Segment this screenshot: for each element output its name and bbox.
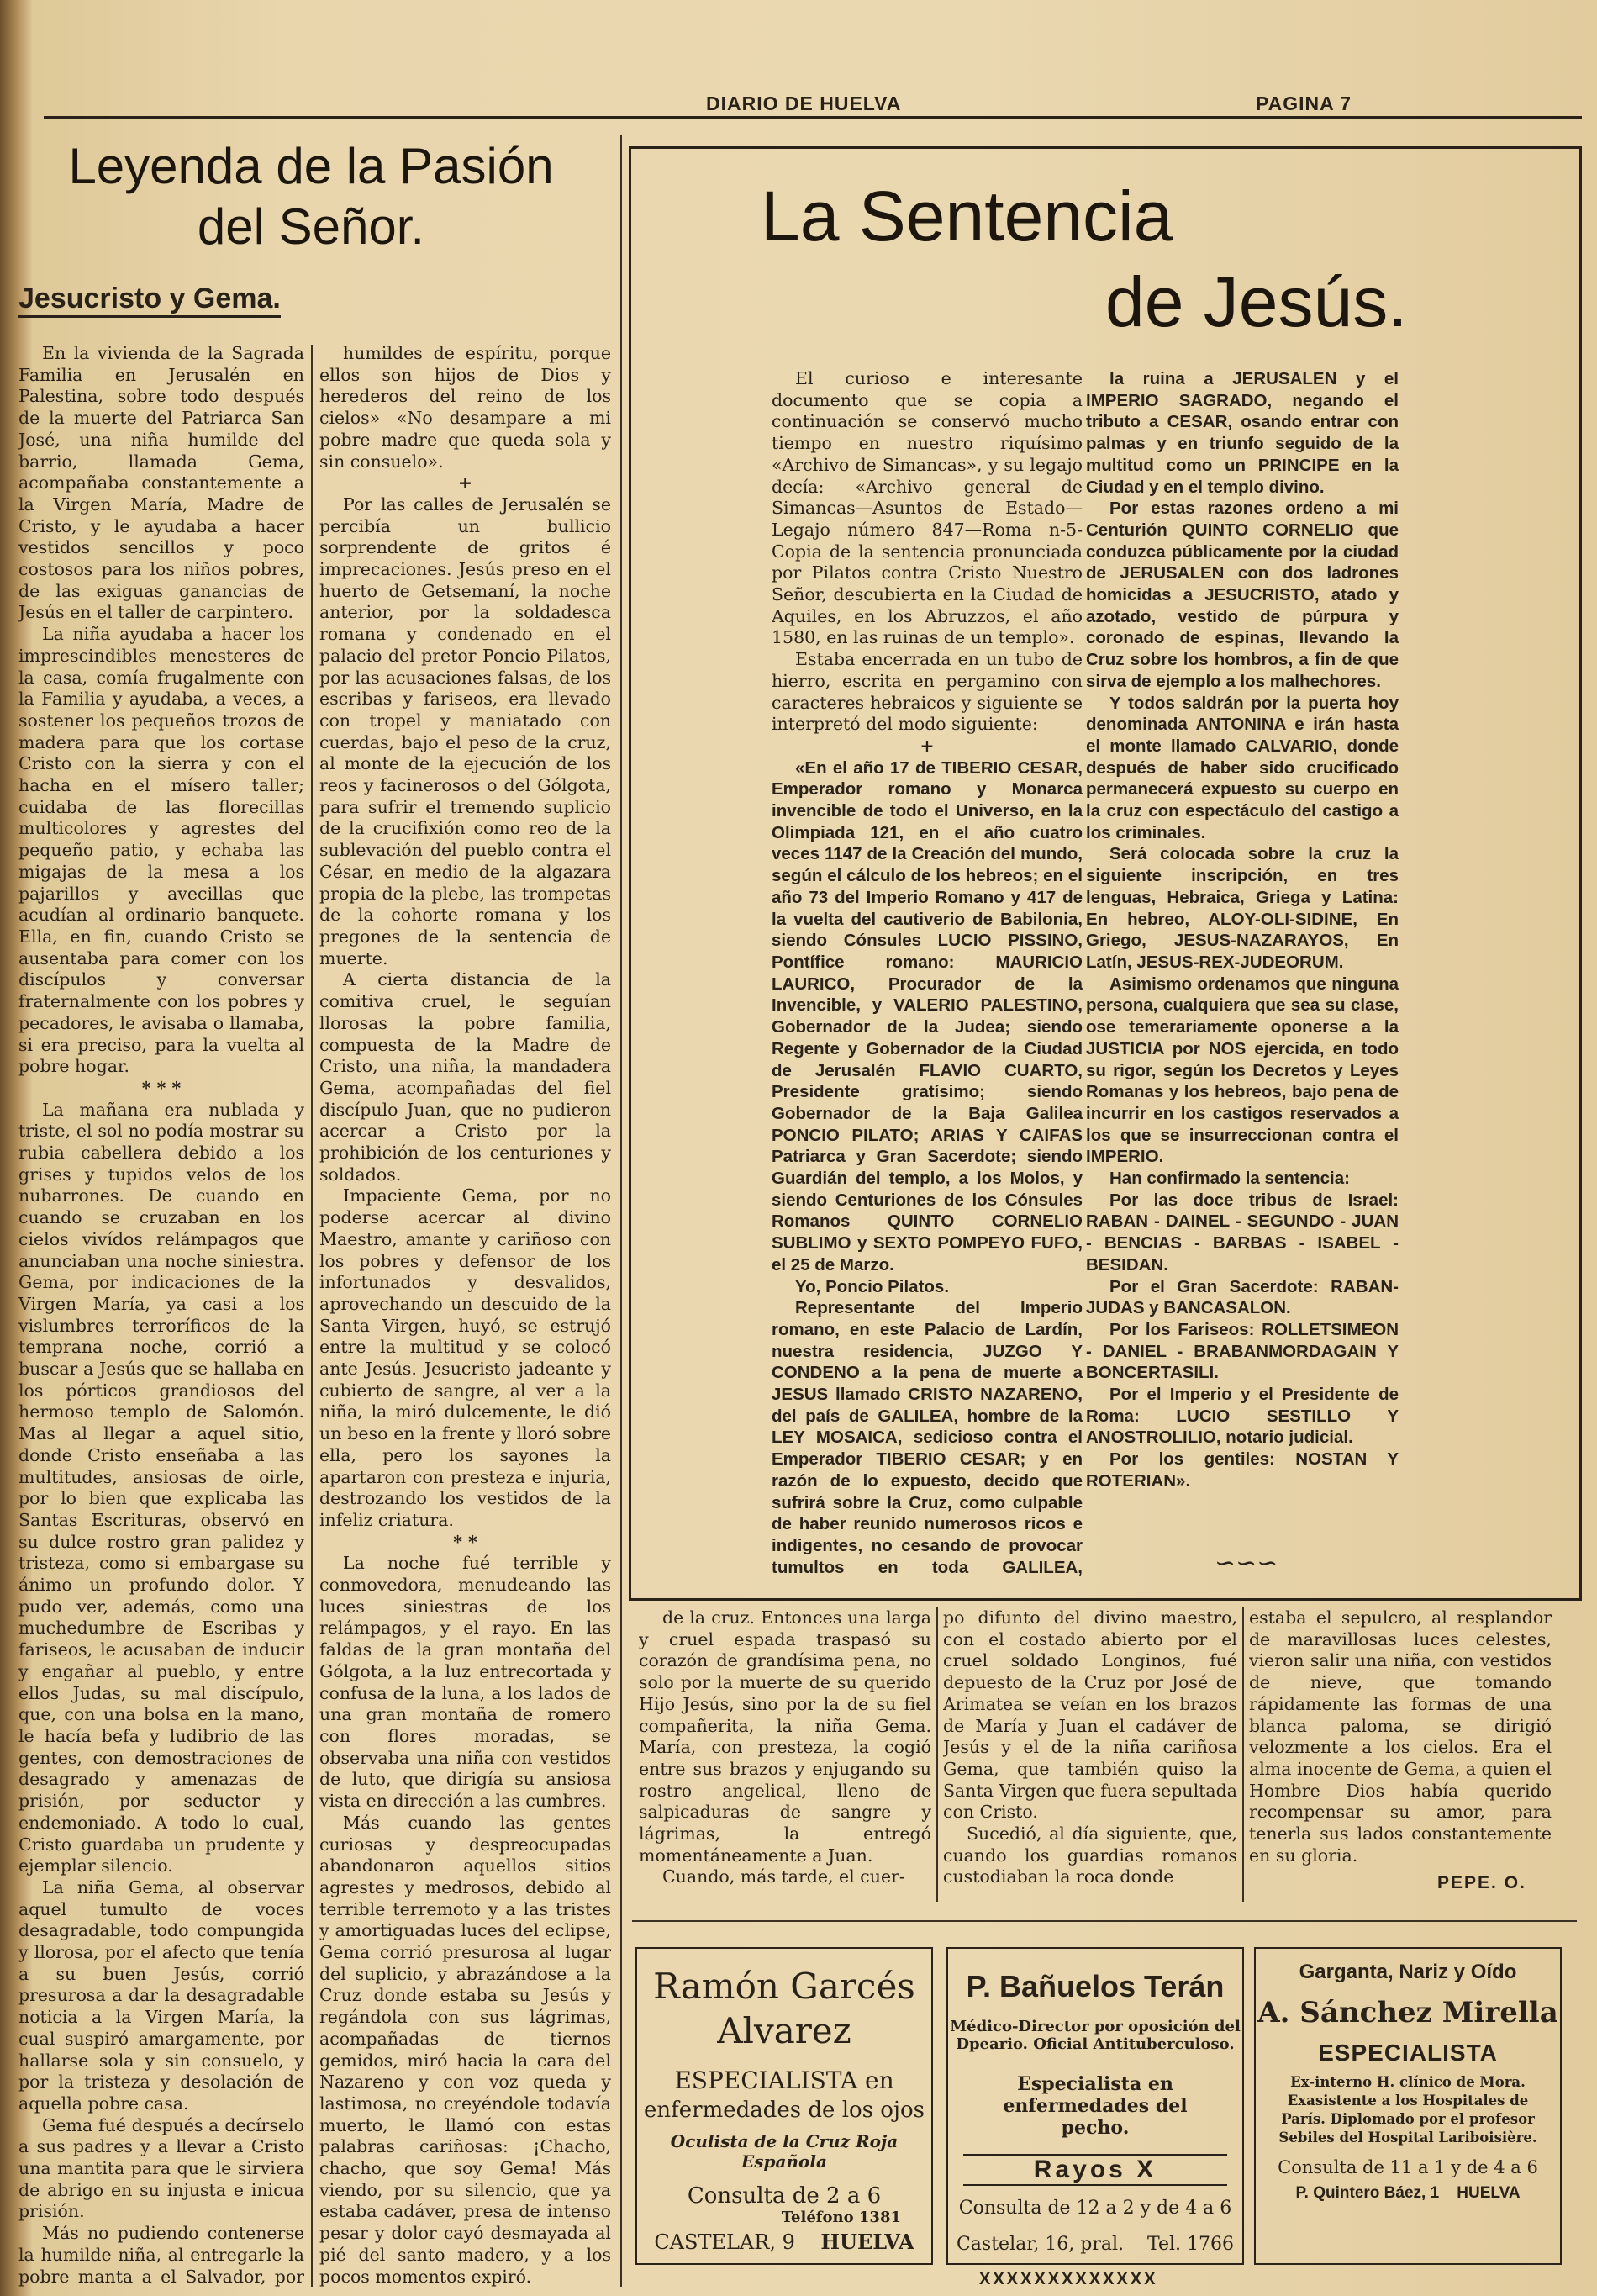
paragraph: La niña Gema, al observar aquel tumulto de voces desagradable, todo compungida y llorosa, por el afecto que tenía a su buen Jesús, corrió presurosa a dar la desagradable noticia a la Virgen María, la cual suspiró amargamente, por hallarse sola y sin consuelo, y por la tristeza y desolación de aquella pobre casa.	[18, 1876, 304, 2114]
continuation-paragraph: Sucedió, al día siguiente, que, cuando los guardias romanos custodiaban la roca donde	[943, 1824, 1237, 1887]
ad-xray: Rayos X	[963, 2154, 1227, 2186]
column-rule	[620, 135, 622, 2287]
title-line-2: del Señor.	[197, 198, 425, 255]
column-rule	[1242, 1607, 1244, 1902]
ad-garces	[635, 1947, 933, 2265]
sentence-title-line-1: La Sentencia	[761, 177, 1173, 256]
ad-phone: Teléfono 1381	[781, 2209, 901, 2226]
paragraph: Por los Fariseos: ROLLETSIMEON - DANIEL - BRABANMORDAGAIN Y BONCERTASILI.	[1086, 1319, 1399, 1383]
paragraph	[319, 2288, 611, 2289]
paragraph: humildes de espíritu, porque ellos son hijos de Dios y herederos del reino de los cielos» «No desampare a mi pobre madre que queda sola y sin consuelo».	[319, 343, 611, 472]
ad-name: A. Sánchez Mirella	[1257, 1996, 1558, 2029]
ad-address: CASTELAR, 9	[654, 2230, 795, 2254]
ad-name-1: Ramón Garcés	[653, 1966, 915, 2007]
sentence-column-2	[1086, 368, 1399, 1545]
ad-note: Oculista de la Cruz Roja Española	[670, 2131, 899, 2172]
paragraph: Y todos saldrán por la puerta hoy denominada ANTONINA e irán hasta el monte llamado CALVARIO, donde después de haber sido crucificado permanecerá expuesto su cuerpo en la cruz con espectáculo del castigo a los criminales.	[1086, 693, 1399, 842]
ad-specialty-2: enfermedades de los ojos	[644, 2098, 925, 2123]
paragraph: La noche fué terrible y conmovedora, menudeando las luces siniestras de los relámpagos, y el rayo. En las faldas de la gran montaña del Gólgota, a la luz entrecortada y confusa de la luna, a los lados de una gran montaña de romero con flores moradas, se observaba una niña con vestidos de luto, que dirigía su ansiosa vista en dirección a las cumbres.	[319, 1553, 611, 1812]
ad-phone: Tel. 1766	[1147, 2234, 1235, 2255]
ad-line-2: Dpeario. Oficial Antituberculoso.	[956, 2035, 1235, 2053]
continuation-column-3	[1249, 1607, 1552, 1876]
column-rule	[311, 345, 313, 2287]
ad-name: P. Bañuelos Terán	[966, 1969, 1225, 2003]
article-title-left	[34, 136, 588, 257]
paragraph: Más cuando las gentes curiosas y despreocupadas abandonaron aquellos sitios agrestes y medrosos, debido al terrible terremoto y a las tristes y amortiguadas luces del eclipse, Gema corrió presurosa al lugar del suplicio, y abrazándose a la Cruz donde estaba su Jesús y regándola con sus lágrimas, acompañadas de tiernos gemidos, miró hacia la cara del Nazareno y con voz queda y lastimosa, no creyéndole todavía muerto, le llamó con estas palabras cariñosas: ¡Chacho, chacho, que soy Gema! Más viendo, por su silencio, que ya estaba cadáver, presa de intenso pesar y dolor cayó desmayada al pié del santo madero, y a los pocos momentos expiró.	[319, 1812, 611, 2287]
ad-border-line: XXXXXXXXXXXXX	[979, 2270, 1158, 2288]
ad-address: P. Quintero Báez, 1	[1295, 2184, 1440, 2202]
article-subtitle: Jesucristo y Gema.	[18, 282, 281, 318]
paragraph: * * *	[141, 1077, 182, 1098]
column-rule	[936, 1607, 938, 1902]
ad-name-2: Alvarez	[717, 2010, 851, 2051]
paragraph: Más no pudiendo contenerse la humilde niña, al entregarle la pobre manta a el Salvador, por	[18, 2223, 304, 2287]
ad-line-1: Médico-Director por oposición del	[950, 2018, 1241, 2035]
ad-city: HUELVA	[820, 2230, 914, 2254]
page-header	[44, 92, 1582, 119]
continuation-paragraph: Cuando, más tarde, el cuer-	[662, 1866, 905, 1887]
ad-city: HUELVA	[1457, 2184, 1521, 2202]
ad-sanchez	[1254, 1947, 1562, 2265]
paragraph: Yo, Poncio Pilatos.	[795, 1276, 950, 1296]
newspaper-name: DIARIO DE HUELVA	[706, 92, 902, 114]
signature: PEPE. O.	[1437, 1873, 1526, 1892]
continuation-column-1	[639, 1607, 931, 1910]
paragraph: A cierta distancia de la comitiva cruel, le seguían llorosas la pobre familia, compuesta de la Madre de Cristo, una niña, la mandadera Gema, acompañadas del fiel discípulo Juan, que no pudieron acercar a Cristo por la prohibición de los centuriones y soldados.	[319, 969, 611, 1185]
paragraph: Por las doce tribus de Israel: RABAN - DAINEL - SEGUNDO - JUAN - BENCIAS - BARBAS - ISABEL - BESIDAN.	[1086, 1190, 1399, 1275]
paragraph: Gema fué después a decírselo a sus padres y a llevar a Cristo una mantita para que le sirviera de abrigo en su injusta e inicua prisión.	[18, 2114, 304, 2222]
paragraph: Representante del Imperio romano, en este Palacio de Lardín, nuestra residencia, JUZGO Y CONDENO a la pena de muerte a JESUS llamado CRISTO NAZARENO, del país de GALILEA, hombre de la LEY MOSAICA, sedicioso contra el Emperador TIBERIO CESAR; y en razón de lo expuesto, decido que sufrirá sobre la Cruz, como culpable de haber reunido numerosos ricos e indigentes, no cesando de provocar tumultos en toda GALILEA,	[772, 1298, 1083, 1577]
ad-address: Castelar, 16, pral.	[956, 2234, 1125, 2255]
paragraph: Impaciente Gema, por no poderse acercar al divino Maestro, amante y cariñoso con los pobres y defensor de los infortunados y desvalidos, aprovechando un descuido de la Santa Virgen, huyó, se estrujó entre la multitud y se colocó ante Jesús. Jesucristo jadeante y cubierto de sangre, al ver a la niña, la miró dulcemente, le dió un beso en la frente y lloró sobre ella, pero los sayones la apartaron con presteza e injuria, destrozando los vestidos de la infeliz criatura.	[319, 1185, 611, 1530]
ad-line-3: Especialista en enfermedades del pecho.	[1003, 2073, 1188, 2139]
paragraph: Por estas razones ordeno a mi Centurión QUINTO CORNELIO que conduzca públicamente por la ciudad de JERUSALEN con dos ladrones homicidas a JESUCRISTO, atado y azotado, vestido de púrpura y coronado de espinas, llevando la Cruz sobre los hombros, a fin de que sirva de ejemplo a los malhechores.	[1086, 499, 1399, 691]
sentence-title-line-2: de Jesús.	[1105, 262, 1408, 341]
ad-credentials: Ex-interno H. clínico de Mora. Exasistente a los Hospitales de París. Diplomado por el profesor Sebiles del Hospital Lariboisière.	[1278, 2074, 1537, 2146]
left-article-column-2	[319, 343, 611, 2289]
cross-mark: +	[920, 735, 935, 756]
paragraph: Por el Gran Sacerdote: RABAN-JUDAS y BANCASALON.	[1086, 1276, 1399, 1318]
section-rule	[632, 1920, 1577, 1922]
ad-top: Garganta, Nariz y Oído	[1299, 1961, 1517, 1983]
paragraph: Será colocada sobre la cruz la siguiente inscripción, en tres lenguas, Hebraica, Griega y Latina: En hebreo, ALOY-OLI-SIDINE, En Griego, JESUS-NAZARAYOS, En Latín, JESUS-REX-JUDEORUM.	[1086, 844, 1399, 972]
paragraph: La mañana era nublada y triste, el sol no podía mostrar su rubia cabellera debido a los grises y tupidos velos de los nubarrones. De cuando en cuando se cruzaban en los cielos vivídos relámpagos que anunciaban una noche siniestra. Gema, por indicaciones de la Virgen María, ya casi a los vislumbres terroríficos de la temprana noche, corrió a buscar a Jesús que se hallaba en los pórticos grandiosos del hermoso templo de Salomón. Mas al llegar a aquel sitio, donde Cristo enseñaba a las multitudes, ansiosas de oirle, por lo bien que explicaba las Santas Escrituras, observó en su dulce rostro gran palidez y tristeza, como si embargase su ánimo un profundo dolor. Y pudo ver, además, como una muchedumbre de Escribas y fariseos, le acusaban de inducir y engañar al pueblo, y entre ellos Judas, su mal discípulo, que, con una bolsa en la mano, le hacía befa y ludibrio de las gentes, con demostraciones de desagrado y amenazas de prisión, por seductor y endemoniado. A todo lo cual, Cristo guardaba un prudente y ejemplar silencio.	[18, 1099, 304, 1876]
sentence-column-1	[772, 368, 1083, 1579]
ad-hours: Consulta de 11 a 1 y de 4 a 6	[1278, 2157, 1538, 2177]
paragraph: Por los gentiles: NOSTAN Y ROTERIAN».	[1086, 1449, 1399, 1491]
paragraph: El curioso e interesante documento que se copia a continuación se conservó mucho tiempo en nuestro riquísimo «Archivo de Simancas», y su legajo decía: «Archivo general de Simancas—Asuntos de Estado—Legajo número 847—Roma n-5-Copia de la sentencia pronunciada por Pilatos contra Cristo Nuestro Señor, descubierta en la Ciudad de Aquiles, en los Abruzzos, el año 1580, en las ruinas de un templo».	[772, 368, 1083, 648]
paragraph: Han confirmado la sentencia:	[1109, 1169, 1350, 1189]
paragraph: Estaba encerrada en un tubo de hierro, escrita en pergamino con caracteres hebraicos y siguiente se interpretó del modo siguiente:	[772, 649, 1083, 735]
continuation-paragraph: de la cruz. Entonces una larga y cruel espada traspasó su corazón de grandísima pena, no solo por la muerte de su querido Hijo Jesús, sino por la de su fiel compañerita, la niña Gema. María, con presteza, la cogió entre sus brazos y enjugando su rostro angelical, lleno de salpicaduras de sangre y lágrimas, la entregó momentáneamente a Juan.	[639, 1607, 931, 1866]
paragraph: La niña ayudaba a hacer los imprescindibles menesteres de la casa, comía frugalmente con la Familia y ayudaba, a veces, a sostener los pequeños trozos de madera para que los cortase Cristo con la sierra y con el hacha en el mísero taller; cuidaba de las florecillas multicolores y agrestes del pequeño patio, y echaba las migajas de la mesa a los pajarillos y avecillas que acudían al ordinario banquete. Ella, en fin, cuando Cristo se ausentaba para comer con los discípulos y conversar fraternalmente con los pobres y pecadores, le avisaba o llamaba, si era preciso, para la vuelta al pobre hogar.	[18, 624, 304, 1077]
paragraph: Por las calles de Jerusalén se percibía un bullicio sorprendente de gritos é imprecaciones. Jesús preso en el huerto de Getsemaní, la noche anterior, por la soldadesca romana y condenado en el palacio del pretor Poncio Pilatos, por las acusaciones falsas, de los escribas y fariseos, era llevado con tropel y maniatado con cuerdas, bajo el peso de la cruz, al monte de la ejecución de los reos y facinerosos o del Gólgota, para sufrir el tremendo suplicio de la crucifixión como reo de la sublevación del pueblo contra el César, en medio de la algazara propia de la plebe, las trompetas de la cohorte romana y los pregones de la sentencia de muerte.	[319, 494, 611, 969]
ornament: ∽∽∽	[1215, 1549, 1278, 1578]
paragraph: En la vivienda de la Sagrada Familia en Jerusalén en Palestina, sobre todo después de la muerte del Patriarca San José, una niña humilde del barrio, llamada Gema, acompañaba constantemente a la Virgen María, Madre de Cristo, y le ayudaba a hacer vestidos sencillos y poco costosos para los niños pobres, de las exiguas ganancias de Jesús en el taller de carpintero.	[18, 343, 304, 623]
ad-banuelos	[946, 1947, 1244, 2265]
paragraph: +	[457, 472, 473, 494]
continuation-column-2	[943, 1607, 1237, 1910]
ad-specialty: ESPECIALISTA en	[674, 2066, 894, 2094]
continuation-paragraph: estaba el sepulcro, al resplandor de maravillosas luces celestes, vieron salir una niña, con vestidos de nieve, que tomando rápidamente las formas de una blanca paloma, se dirigió velozmente a los cielos. Era el alma inocente de Gema, a quien el Hombre Dios había querido recompensar su amor, para tenerla sus lados constantemente en su gloria.	[1249, 1607, 1552, 1866]
continuation-paragraph: po difunto del divino maestro, con el costado abierto por el cruel soldado Longinos, fué depuesto de la Cruz por José de Arimatea se veían en los brazos de María y Juan el cadáver de Jesús y el de la niña cariñosa Gema, que también quiso la Santa Virgen que fuera sepultada con Cristo.	[943, 1607, 1237, 1823]
left-article-column-1	[18, 343, 304, 2289]
page-number: PAGINA 7	[1256, 92, 1352, 114]
ad-specialty: ESPECIALISTA	[1318, 2040, 1498, 2066]
paragraph: * *	[453, 1531, 477, 1552]
paragraph: «En el año 17 de TIBERIO CESAR, Emperador romano y Monarca invencible de todo el Universo, en la Olimpiada 121, en el año cuatro veces 1147 de la Creación del mundo, según el cálculo de los hebreos; en el año 73 del Imperio Romano y 417 de la vuelta del cautiverio de Babilonia, siendo Cónsules LUCIO PISSINO, Pontífice romano: MAURICIO LAURICO, Procurador de la Invencible, y VALERIO PALESTINO, Gobernador de la Judea; siendo Regente y Gobernador de la Ciudad de Jerusalén FLAVIO CUARTO, Presidente gratísimo; siendo Gobernador de la Baja Galilea PONCIO PILATO; ARIAS Y CAIFAS Patriarca y Gran Sacerdote; siendo Guardián del templo, a los Molos, y siendo Centuriones de los Cónsules Romanos QUINTO CORNELIO SUBLIMO y SEXTO POMPEYO FUFO, el 25 de Marzo.	[772, 757, 1083, 1275]
ad-hours: Consulta de 12 a 2 y de 4 a 6	[958, 2198, 1232, 2219]
title-line-1: Leyenda de la Pasión	[68, 138, 554, 194]
paragraph: la ruina a JERUSALEN y el IMPERIO SAGRADO, negando el tributo a CESAR, osando entrar con palmas y en triunfo seguido de la multitud como un PRINCIPE en la Ciudad y en el templo divino.	[1086, 369, 1399, 497]
ad-hours: Consulta de 2 a 6	[687, 2183, 882, 2209]
paragraph: Asimismo ordenamos que ninguna persona, cualquiera que sea su clase, ose temerariamente oponerse a la JUSTICIA por NOS ejercida, en todo su rigor, según los Decretos y Leyes Romanas y los hebreos, bajo pena de incurrir en los castigos reservados a los que se insurreccionan contra el IMPERIO.	[1086, 974, 1399, 1167]
paragraph: Por el Imperio y el Presidente de Roma: LUCIO SESTILLO Y ANOSTROLILIO, notario judicial.	[1086, 1385, 1399, 1448]
